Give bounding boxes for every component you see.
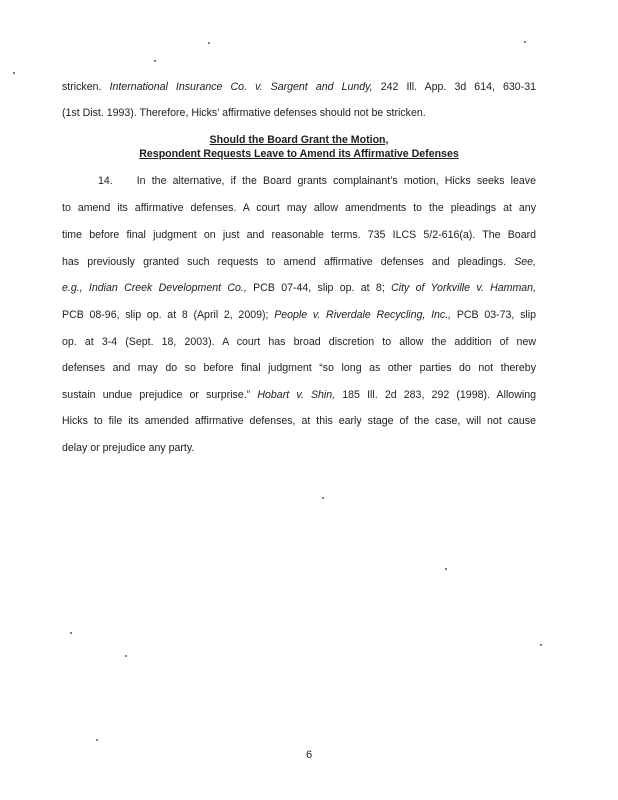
case-citation-italic: International Insurance Co. v. Sargent and Lundy, (109, 81, 373, 93)
scan-speck (125, 655, 127, 657)
text-segment: defenses and may do so before final judgment “so long as other parties do not thereby (62, 362, 536, 374)
case-citation-italic: City of Yorkville v. Hamman, (391, 282, 537, 294)
page-number: 6 (305, 749, 313, 761)
text-segment: 185 Ill. 2d 283, 292 (1998). Allowing (335, 389, 536, 401)
scan-speck (70, 632, 72, 634)
paragraph-14-line-5 (62, 281, 536, 295)
paragraph-14-line-10 (62, 414, 536, 428)
text-segment: 242 Ill. App. 3d 614, 630-31 (372, 81, 537, 93)
text-segment: to amend its affirmative defenses. A court may allow amendments to the pleadings at any (62, 202, 536, 214)
carryover-line-2 (62, 106, 536, 120)
paragraph-14-line-4 (62, 255, 536, 269)
scan-speck (524, 41, 526, 43)
paragraph-14-line-8 (62, 361, 536, 375)
case-citation-italic: e.g., Indian Creek Development Co., (62, 282, 247, 294)
paragraph-14-line-9 (62, 388, 536, 402)
paragraph-14-line-7 (62, 335, 536, 349)
paragraph-14-line-1 (98, 174, 536, 188)
text-segment: op. at 3-4 (Sept. 18, 2003). A court has broad discretion to allow the addition of new (62, 336, 536, 348)
scan-speck (154, 60, 156, 62)
scan-speck (445, 568, 447, 570)
paragraph-14-line-6 (62, 308, 536, 322)
scan-speck (208, 42, 210, 44)
text-segment: Hicks to file its amended affirmative defenses, at this early stage of the case, will not cause (62, 415, 536, 427)
text-segment: PCB 08-96, slip op. at 8 (April 2, 2009); (62, 309, 275, 321)
text-segment: (1st Dist. 1993). Therefore, Hicks’ affirmative defenses should not be stricken. (62, 107, 426, 119)
scan-speck (540, 644, 542, 646)
paragraph-14-line-2 (62, 201, 536, 215)
scan-speck (322, 497, 324, 499)
paragraph-number: 14. (98, 175, 113, 187)
text-segment: stricken. (62, 81, 110, 93)
text-segment: PCB 03-73, slip (451, 309, 536, 321)
scan-speck (96, 739, 98, 741)
paragraph-14-line-3 (62, 228, 536, 242)
case-citation-italic: Hobart v. Shin, (257, 389, 336, 401)
case-citation-italic: People v. Riverdale Recycling, Inc., (274, 309, 452, 321)
carryover-line-1 (62, 80, 536, 94)
text-segment: PCB 07-44, slip op. at 8; (246, 282, 392, 294)
paragraph-14-line-11 (62, 441, 536, 455)
scan-speck (13, 72, 15, 74)
text-segment: time before final judgment on just and reasonable terms. 735 ILCS 5/2-616(a). The Board (62, 229, 536, 241)
text-segment: In the alternative, if the Board grants complainant’s motion, Hicks seeks leave (136, 175, 536, 187)
section-heading-line-2: Respondent Requests Leave to Amend its Affirmative Defenses (139, 148, 459, 160)
signal-italic: See, (514, 256, 536, 268)
section-heading-line-1: Should the Board Grant the Motion, (209, 134, 389, 146)
text-segment: has previously granted such requests to amend affirmative defenses and pleadings. (62, 256, 515, 268)
text-segment: delay or prejudice any party. (62, 442, 195, 454)
text-segment: sustain undue prejudice or surprise.” (62, 389, 258, 401)
